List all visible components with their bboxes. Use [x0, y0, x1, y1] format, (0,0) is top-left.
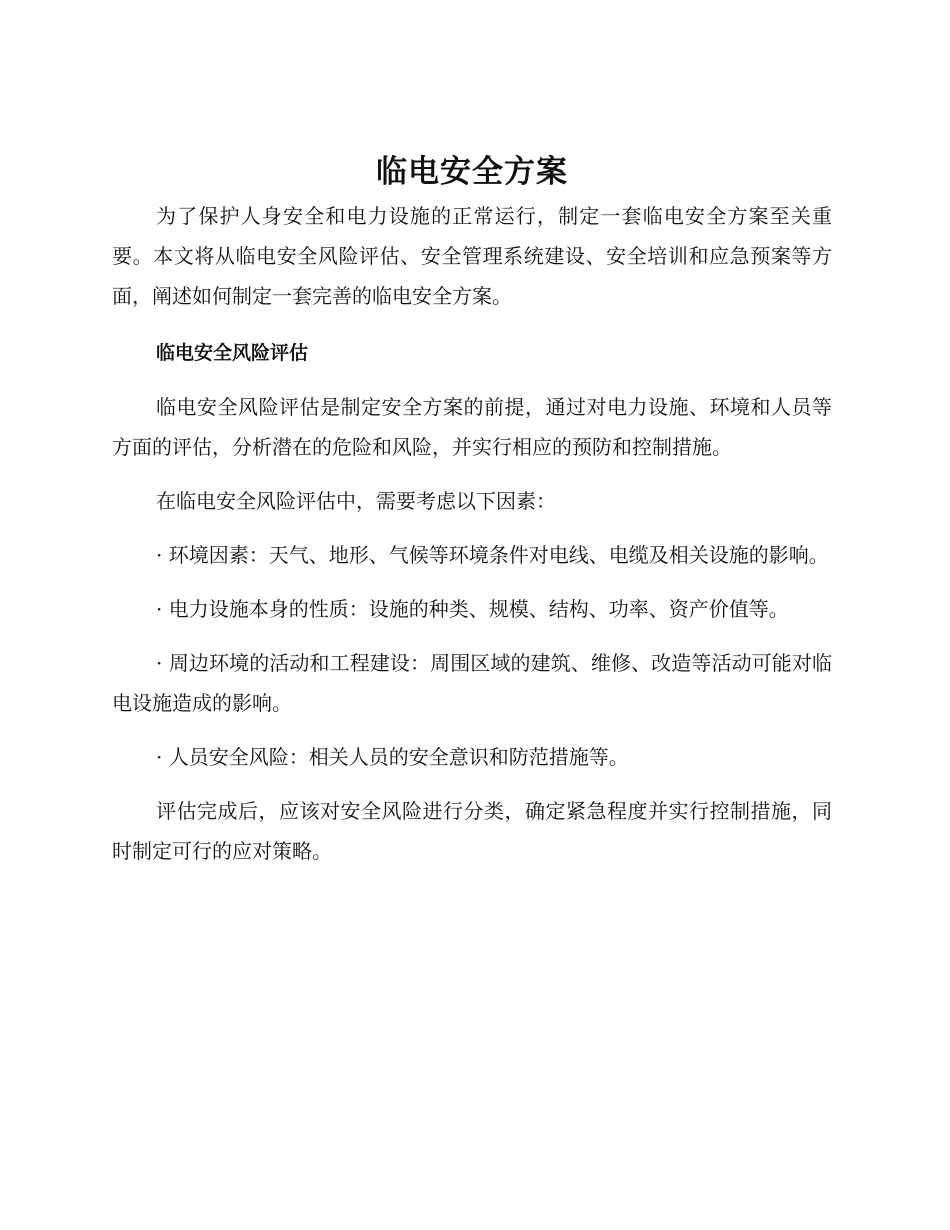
paragraph-factors-intro: 在临电安全风险评估中，需要考虑以下因素： [156, 489, 556, 513]
bullet-facility-properties: · 电力设施本身的性质：设施的种类、规模、结构、功率、资产价值等。 [156, 597, 789, 621]
document-page [112, 150, 832, 871]
paragraph-risk-assessment-definition: 临电安全风险评估是制定安全方案的前提，通过对电力设施、环境和人员等方面的评估，分析潜在的危险和风险，并实行相应的预防和控制措施。 [112, 395, 832, 459]
document-title: 临电安全方案 [376, 154, 568, 190]
section-heading: 临电安全风险评估 [156, 342, 309, 364]
paragraph-after-assessment: 评估完成后，应该对安全风险进行分类，确定紧急程度并实行控制措施，同时制定可行的应对策略。 [112, 799, 832, 863]
bullet-surrounding-activities: · 周边环境的活动和工程建设：周围区域的建筑、维修、改造等活动可能对临电设施造成的影响。 [112, 651, 832, 715]
bullet-environment-factors: · 环境因素：天气、地形、气候等环境条件对电线、电缆及相关设施的影响。 [156, 543, 829, 567]
bullet-personnel-risk: · 人员安全风险：相关人员的安全意识和防范措施等。 [156, 745, 629, 769]
intro-paragraph: 为了保护人身安全和电力设施的正常运行，制定一套临电安全方案至关重要。本文将从临电安全风险评估、安全管理系统建设、安全培训和应急预案等方面，阐述如何制定一套完善的临电安全方案。 [112, 204, 832, 308]
